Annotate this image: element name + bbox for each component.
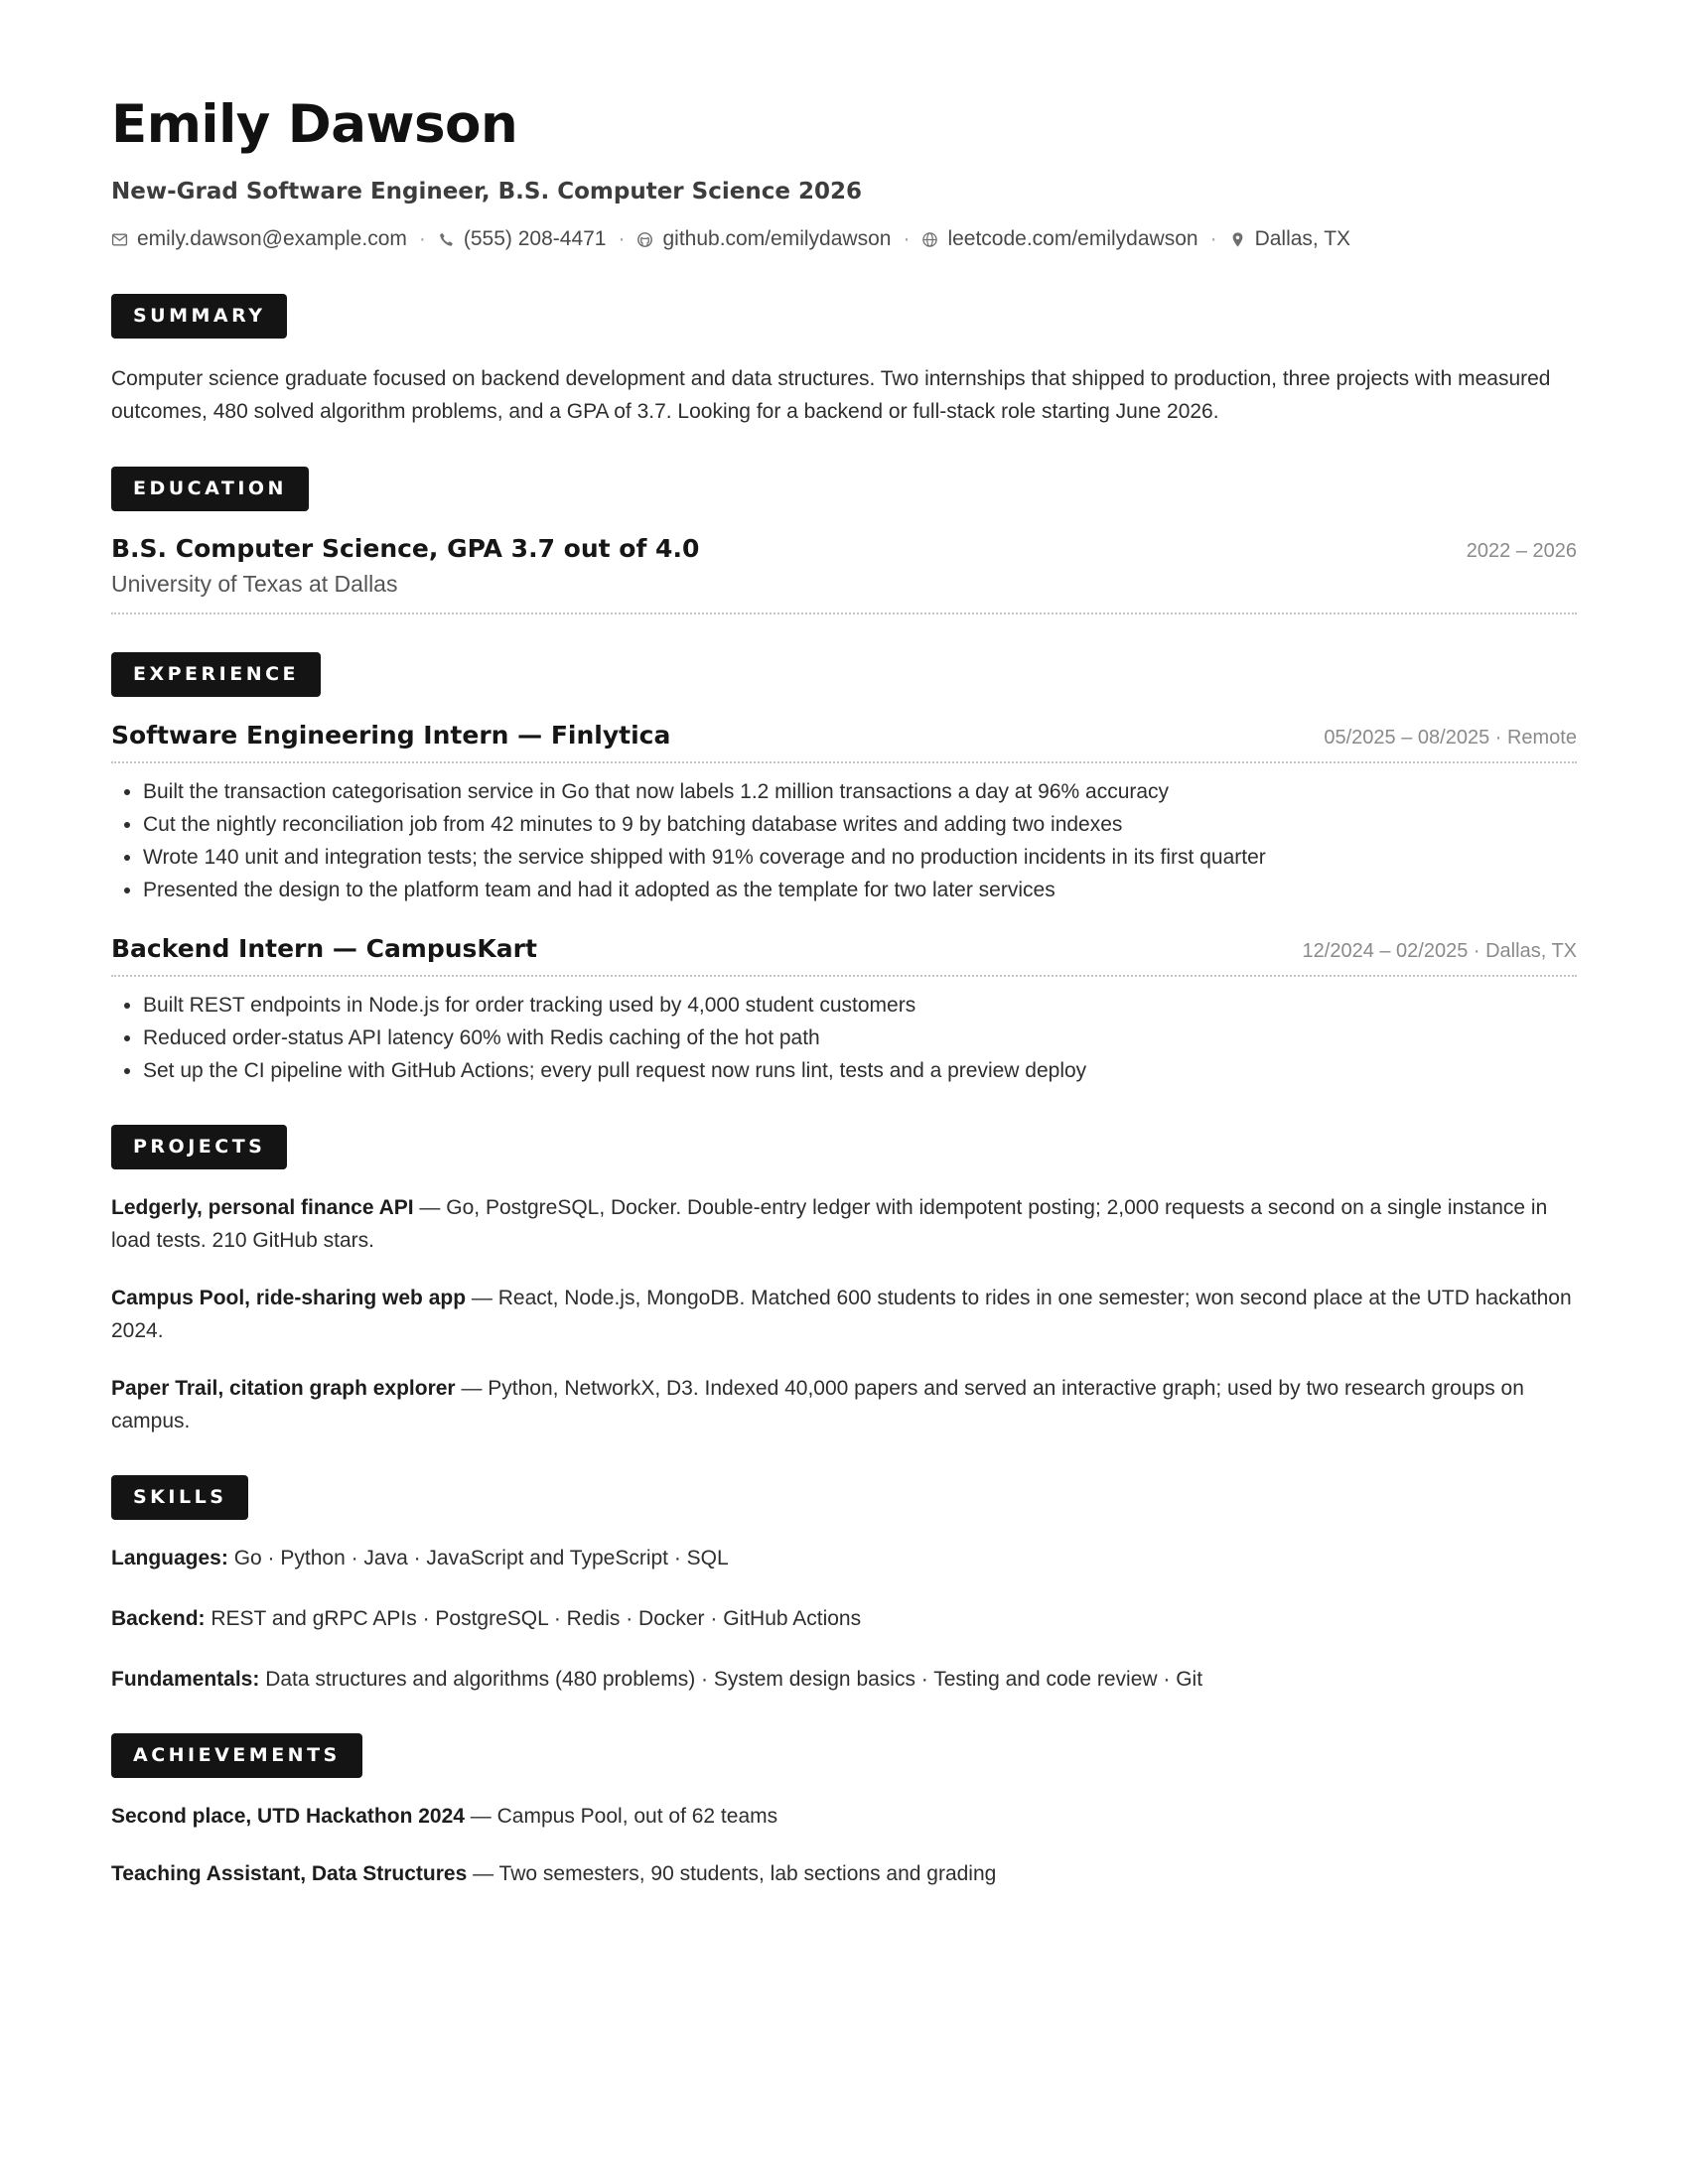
experience-entry [111, 932, 1577, 1087]
skill-label: Languages: [111, 1547, 228, 1570]
summary-section [111, 294, 1577, 428]
projects-section [111, 1125, 1577, 1437]
contact-separator: · [903, 227, 911, 250]
skill-values: Data structures and algorithms (480 problems) · System design basics · Testing and code review · Git [259, 1668, 1203, 1691]
contact-email[interactable] [111, 224, 407, 254]
project-name: Ledgerly, personal finance API [111, 1196, 414, 1219]
education-school: University of Texas at Dallas [111, 571, 398, 597]
job-meta: 05/2025 – 08/2025 · Remote [1324, 727, 1577, 749]
achievement-name: Second place, UTD Hackathon 2024 [111, 1805, 465, 1828]
skill-label: Backend: [111, 1607, 206, 1630]
project-name: Paper Trail, citation graph explorer [111, 1377, 456, 1400]
section-heading-summary: SUMMARY [111, 294, 287, 339]
project-item [111, 1282, 1577, 1347]
skill-values: REST and gRPC APIs · PostgreSQL · Redis · Docker · GitHub Actions [205, 1607, 862, 1630]
divider [111, 613, 1577, 614]
contact-github[interactable] [636, 224, 891, 254]
skill-row [111, 1663, 1577, 1696]
education-dates: 2022 – 2026 [1466, 540, 1577, 562]
section-heading-achievements: ACHIEVEMENTS [111, 1733, 362, 1778]
skill-values: Go · Python · Java · JavaScript and TypeScript · SQL [227, 1547, 729, 1570]
contact-separator: · [618, 227, 626, 250]
contact-leetcode[interactable] [921, 224, 1197, 254]
candidate-headline: New-Grad Software Engineer, B.S. Computer Science 2026 [111, 179, 862, 205]
list-item: • Built the transaction categorisation service in Go that now labels 1.2 million transactions a day at 96% accuracy [143, 775, 1577, 808]
skill-label: Fundamentals: [111, 1668, 260, 1691]
section-heading-skills: SKILLS [111, 1475, 248, 1520]
divider [111, 761, 1577, 763]
job-bullets [111, 775, 1577, 906]
achievements-section [111, 1733, 1577, 1890]
list-item: • Built REST endpoints in Node.js for order tracking used by 4,000 student customers [143, 989, 1577, 1022]
job-bullets [111, 989, 1577, 1087]
summary-text: Computer science graduate focused on backend development and data structures. Two internships that shipped to production, three projects with measured outcomes, 480 solved algorithm problems, and a GPA of 3.7. Looking for a backend or full-stack role starting June 2026. [111, 367, 1551, 423]
github-icon [636, 231, 653, 248]
contact-location [1229, 224, 1350, 254]
section-heading-education: EDUCATION [111, 467, 309, 511]
education-degree: B.S. Computer Science, GPA 3.7 out of 4.0 [111, 534, 700, 563]
list-item: • Reduced order-status API latency 60% with Redis caching of the hot path [143, 1022, 1577, 1054]
education-section [111, 467, 1577, 614]
contact-separator: · [418, 227, 426, 250]
skill-row [111, 1602, 1577, 1635]
globe-icon [921, 231, 938, 248]
contact-email-text: emily.dawson@example.com [137, 227, 407, 250]
contact-phone[interactable] [438, 224, 607, 254]
job-title: Backend Intern — CampusKart [111, 934, 537, 963]
contact-location-text: Dallas, TX [1254, 227, 1351, 250]
achievement-name: Teaching Assistant, Data Structures [111, 1862, 468, 1885]
section-heading-experience: EXPERIENCE [111, 652, 321, 697]
divider [111, 975, 1577, 977]
experience-section [111, 652, 1577, 1087]
contact-bar [111, 224, 1577, 254]
achievement-item [111, 1800, 1577, 1833]
location-pin-icon [1229, 231, 1246, 248]
contact-github-text: github.com/emilydawson [662, 227, 892, 250]
experience-entry [111, 719, 1577, 906]
list-item: • Cut the nightly reconciliation job from 42 minutes to 9 by batching database writes and adding two indexes [143, 808, 1577, 841]
skills-section [111, 1475, 1577, 1696]
achievement-description: — Campus Pool, out of 62 teams [464, 1805, 778, 1828]
phone-icon [438, 231, 455, 248]
achievement-description: — Two semesters, 90 students, lab sections and grading [467, 1862, 997, 1885]
mail-icon [111, 231, 128, 248]
section-heading-projects: PROJECTS [111, 1125, 287, 1169]
education-entry [111, 532, 1577, 566]
project-name: Campus Pool, ride-sharing web app [111, 1287, 467, 1309]
contact-leetcode-text: leetcode.com/emilydawson [947, 227, 1198, 250]
achievement-item [111, 1857, 1577, 1890]
candidate-name: Emily Dawson [111, 94, 518, 155]
list-item: • Wrote 140 unit and integration tests; the service shipped with 91% coverage and no production incidents in its first quarter [143, 841, 1577, 874]
project-item [111, 1372, 1577, 1437]
list-item: • Presented the design to the platform team and had it adopted as the template for two later services [143, 874, 1577, 906]
job-meta: 12/2024 – 02/2025 · Dallas, TX [1302, 940, 1577, 962]
project-item [111, 1191, 1577, 1257]
skill-row [111, 1542, 1577, 1574]
job-title: Software Engineering Intern — Finlytica [111, 721, 671, 750]
project-description: — Python, NetworkX, D3. Indexed 40,000 papers and served an interactive graph; used by two research groups on campus. [111, 1377, 1524, 1433]
project-description: — React, Node.js, MongoDB. Matched 600 students to rides in one semester; won second place at the UTD hackathon 2024. [111, 1287, 1572, 1342]
contact-separator: · [1209, 227, 1217, 250]
list-item: • Set up the CI pipeline with GitHub Actions; every pull request now runs lint, tests and a preview deploy [143, 1054, 1577, 1087]
project-description: — Go, PostgreSQL, Docker. Double-entry ledger with idempotent posting; 2,000 requests a second on a single instance in load tests. 210 GitHub stars. [111, 1196, 1548, 1252]
contact-phone-text: (555) 208-4471 [463, 227, 607, 250]
